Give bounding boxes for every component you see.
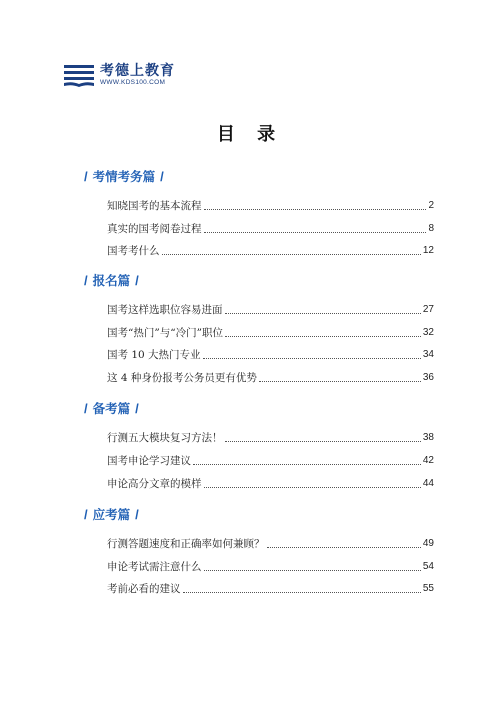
toc-entry[interactable] [107,303,434,317]
leader-dots [162,253,421,255]
toc-entry-label: 行测五大模块复习方法！ [107,432,223,444]
toc-entry[interactable] [107,537,434,551]
toc-entry[interactable] [107,199,434,213]
section-title: 报名篇 [92,273,131,288]
toc-entry-page: 49 [422,538,434,549]
toc-entry-page: 8 [428,223,434,234]
leader-dots [204,208,427,210]
leader-dots [203,357,421,359]
section-header-3: / 备考篇 / [84,400,139,416]
section-header-4: / 应考篇 / [84,506,139,522]
leader-dots [259,380,421,382]
toc-entry-page: 44 [422,478,434,489]
toc-entry[interactable] [107,244,434,258]
toc-entry-page: 34 [422,349,434,360]
book-logo-icon [64,63,94,87]
logo-name: 考德上教育 [100,63,175,79]
toc-entry-label: 真实的国考阅卷过程 [107,223,202,235]
toc-entry-label: 国考申论学习建议 [107,455,191,467]
logo [64,63,175,87]
toc-entry-label: 申论高分文章的模样 [107,478,202,490]
toc-entry-label: 国考考什么 [107,245,160,257]
toc-entry-label: 考前必看的建议 [107,583,181,595]
toc-entry[interactable] [107,348,434,362]
toc-entry-label: 行测答题速度和正确率如何兼顾？ [107,538,265,550]
leader-dots [193,463,421,465]
toc-entry-page: 38 [422,432,434,443]
leader-dots [225,335,421,337]
section-header-2: / 报名篇 / [84,272,139,288]
toc-entry-page: 32 [422,327,434,338]
logo-url: WWW.KDS100.COM [100,79,166,86]
toc-entry-label: 国考这样选职位容易进面 [107,304,223,316]
toc-entry-label: 申论考试需注意什么 [107,561,202,573]
page-title: 目 录 [216,124,284,145]
leader-dots [204,569,421,571]
toc-entry-label: 国考 10 大热门专业 [107,349,201,361]
toc-entry[interactable] [107,582,434,596]
toc-entry[interactable] [107,326,434,340]
toc-entry[interactable] [107,454,434,468]
leader-dots [225,312,421,314]
toc-entry-page: 42 [422,455,434,466]
leader-dots [225,440,421,442]
toc-entry-page: 54 [422,561,434,572]
leader-dots [204,231,427,233]
toc-entry-label: 国考“热门”与“冷门”职位 [107,327,223,339]
toc-entry-page: 55 [422,583,434,594]
toc-entry-page: 12 [422,245,434,256]
toc-entry[interactable] [107,477,434,491]
toc-entry[interactable] [107,431,434,445]
section-title: 考情考务篇 [92,169,156,184]
toc-entry-label: 知晓国考的基本流程 [107,200,202,212]
toc-entry[interactable] [107,371,434,385]
section-title: 应考篇 [92,507,131,522]
leader-dots [183,591,421,593]
section-header-1: / 考情考务篇 / [84,168,164,184]
toc-entry[interactable] [107,560,434,574]
toc-entry-page: 2 [428,200,434,211]
leader-dots [267,546,421,548]
toc-entry[interactable] [107,222,434,236]
leader-dots [204,486,421,488]
toc-entry-page: 27 [422,304,434,315]
toc-entry-label: 这 4 种身份报考公务员更有优势 [107,372,257,384]
section-title: 备考篇 [92,401,131,416]
toc-entry-page: 36 [422,372,434,383]
